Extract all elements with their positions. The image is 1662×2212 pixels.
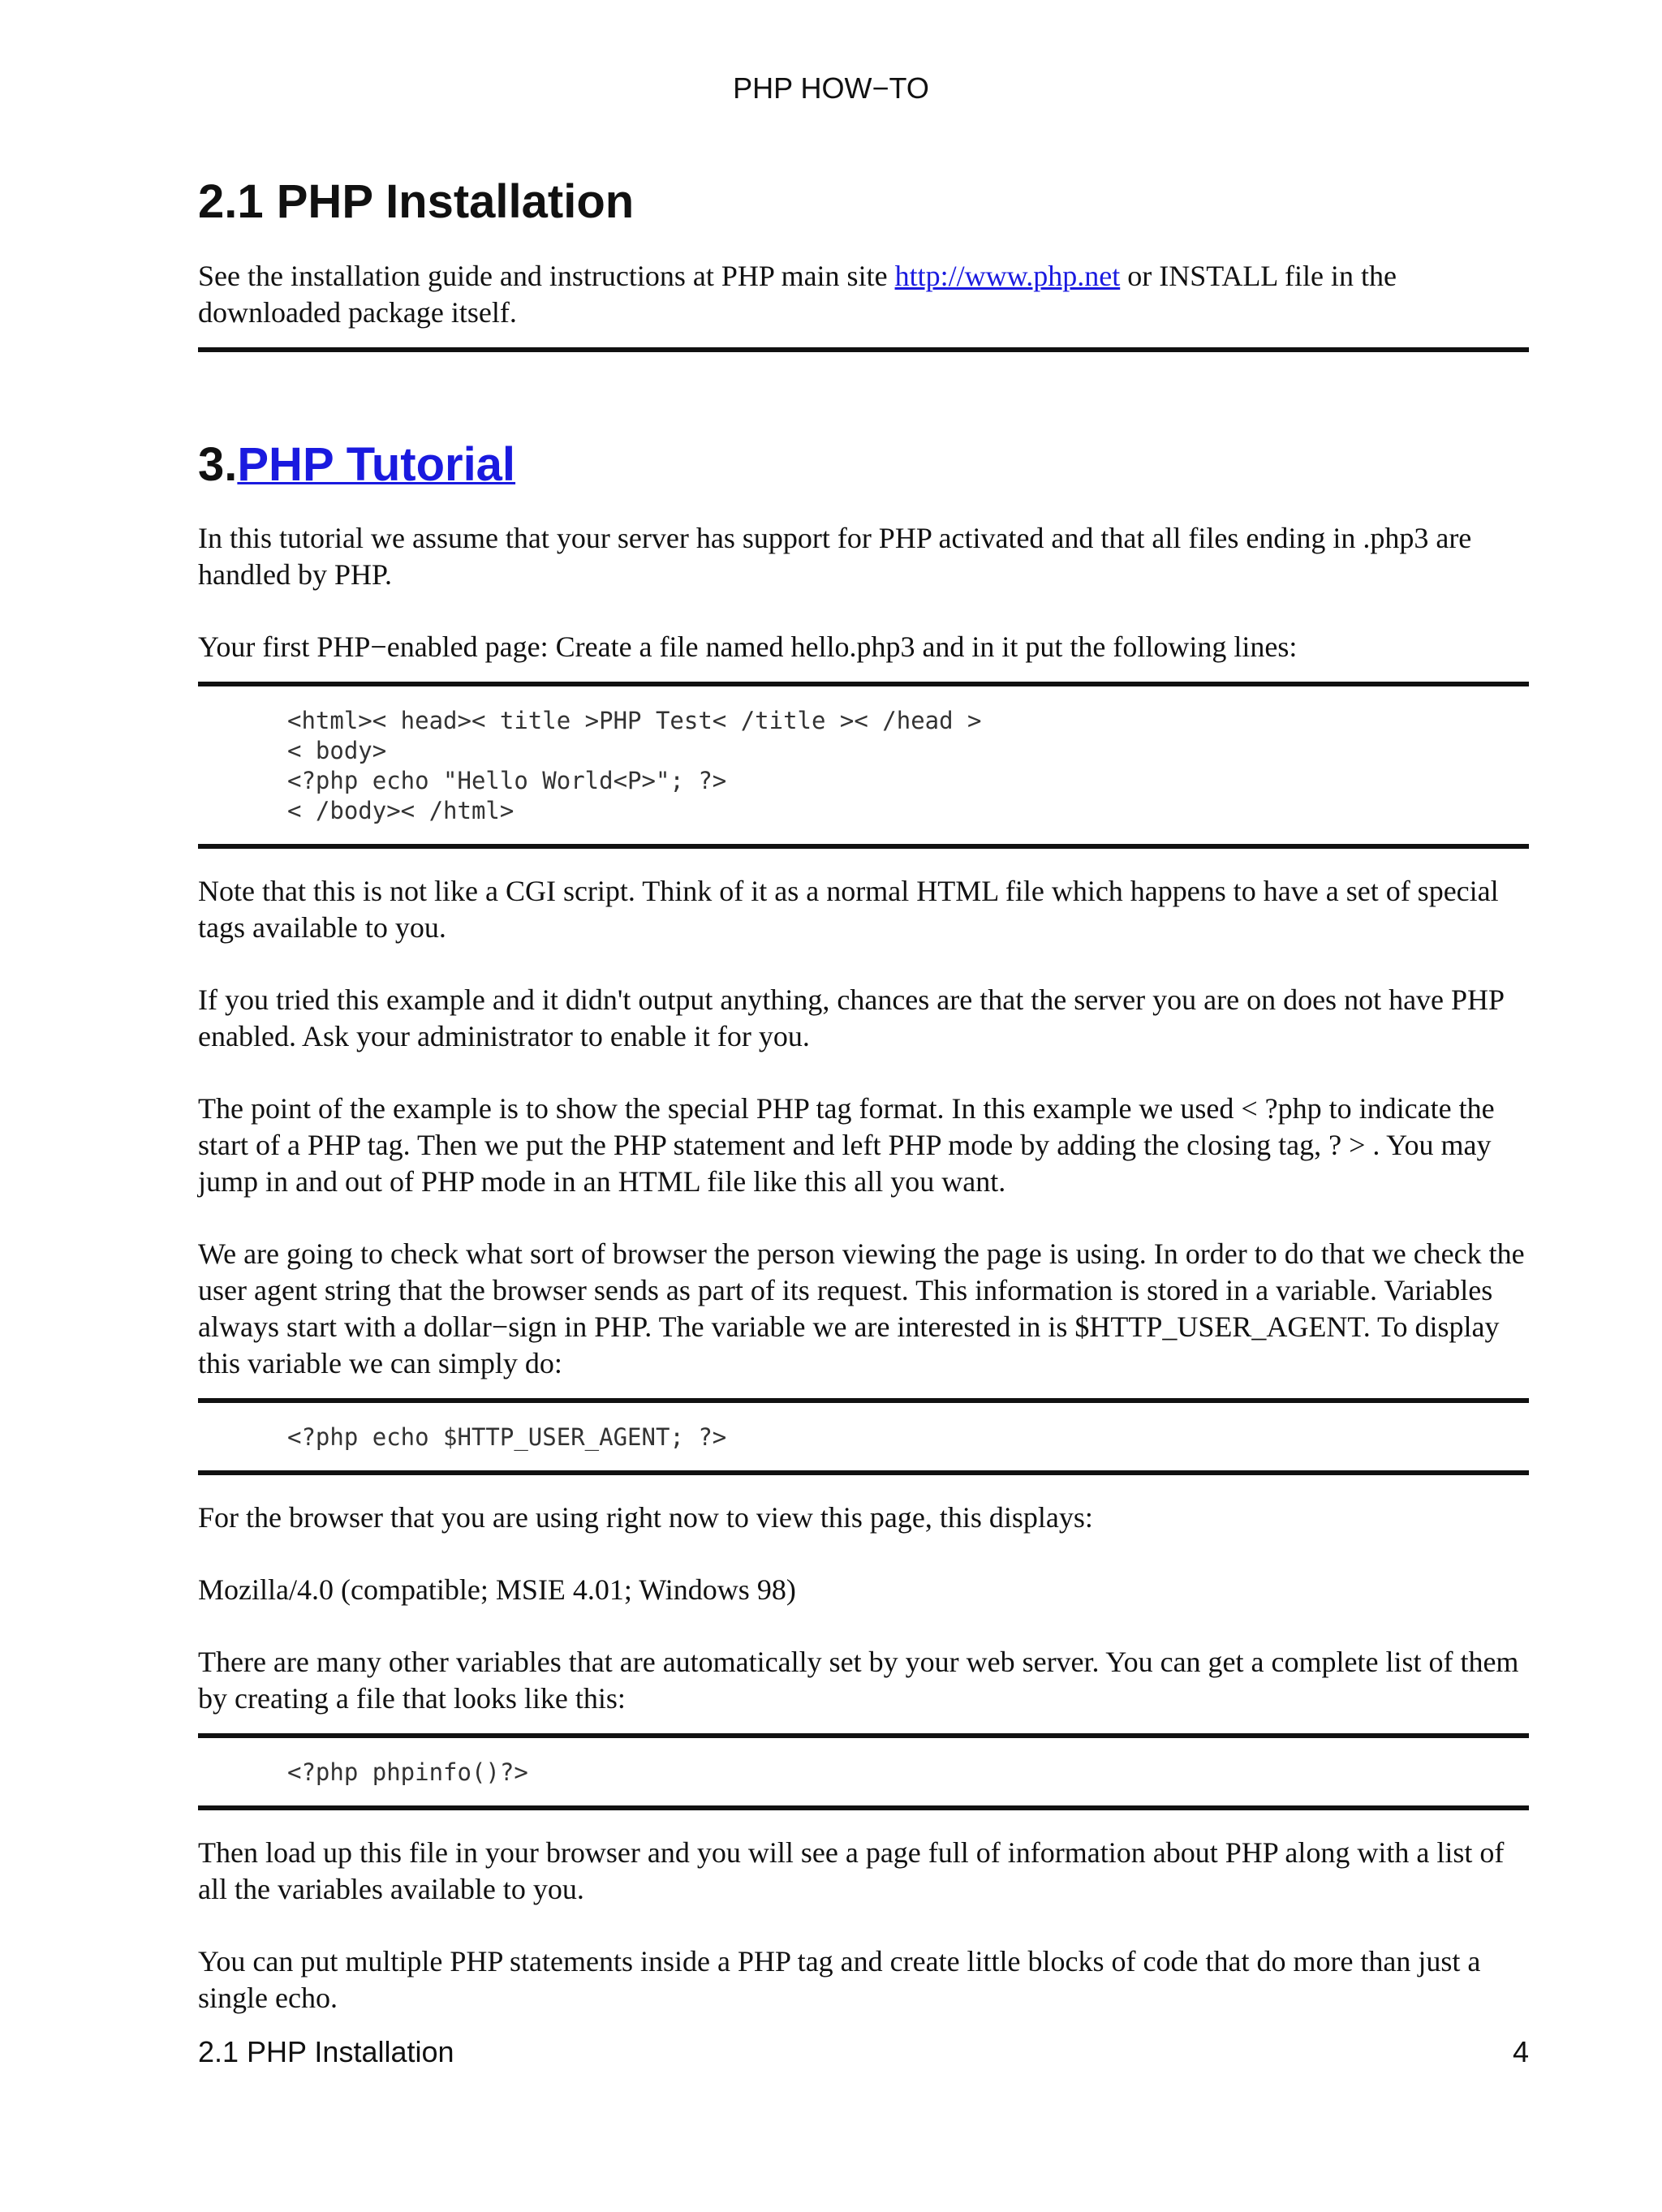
- installation-text-after-link: or INSTALL file in the downloaded package itself.: [198, 259, 1397, 329]
- code-line: < /body>< /html>: [287, 797, 515, 825]
- first-page-paragraph: Your first PHP−enabled page: Create a file named hello.php3 and in it put the following lines:: [198, 630, 1298, 664]
- multiple-statements-paragraph: You can put multiple PHP statements inside a PHP tag and create little blocks of code that do more than just a single echo.: [198, 1945, 1481, 2015]
- code-block-phpinfo: [198, 1733, 1529, 1810]
- section-divider: [198, 347, 1529, 352]
- browser-check-paragraph: We are going to check what sort of browser the person viewing the page is using. In order to do that we check the user agent string that the browser sends as part of its request. This information is stored in a variable. Variables always start with a dollar−sign in PHP. The variable we are interested in is $HTTP_USER_AGENT. To display this variable we can simply do:: [198, 1237, 1525, 1380]
- running-header: PHP HOW−TO: [733, 71, 929, 105]
- displays-paragraph: For the browser that you are using right now to view this page, this displays:: [198, 1501, 1093, 1534]
- no-output-paragraph: If you tried this example and it didn't output anything, chances are that the server you are on does not have PHP enabled. Ask your administrator to enable it for you.: [198, 983, 1504, 1053]
- code-block-hello: [198, 682, 1529, 849]
- running-footer: [198, 2035, 1529, 2069]
- tag-format-paragraph: The point of the example is to show the special PHP tag format. In this example we used < ?php to indicate the start of a PHP tag. Then we put the PHP statement and left PHP mode by adding the closing tag, ? > . You may jump in and out of PHP mode in an HTML file like this all you want.: [198, 1092, 1495, 1199]
- many-variables-paragraph: There are many other variables that are automatically set by your web server. You can get a complete list of them by creating a file that looks like this:: [198, 1646, 1519, 1715]
- tutorial-intro-paragraph: In this tutorial we assume that your server has support for PHP activated and that all files ending in .php3 are handled by PHP.: [198, 522, 1472, 592]
- load-file-paragraph: Then load up this file in your browser and you will see a page full of information about PHP along with a list of all the variables available to you.: [198, 1836, 1505, 1906]
- page-content: [198, 162, 1529, 2016]
- section-heading-installation: 2.1 PHP Installation: [198, 175, 635, 228]
- note-cgi-paragraph: Note that this is not like a CGI script. Think of it as a normal HTML file which happens to have a set of special tags available to you.: [198, 875, 1499, 945]
- installation-text-before-link: See the installation guide and instructions at PHP main site: [198, 259, 895, 292]
- footer-section-label: 2.1 PHP Installation: [198, 2035, 454, 2068]
- user-agent-output: Mozilla/4.0 (compatible; MSIE 4.01; Windows 98): [198, 1573, 796, 1607]
- code-block-user-agent: [198, 1398, 1529, 1475]
- code-line: < body>: [287, 737, 387, 765]
- tutorial-heading-link[interactable]: PHP Tutorial: [237, 437, 516, 491]
- tutorial-heading-number: 3.: [198, 437, 238, 491]
- page-number: 4: [1512, 2035, 1529, 2068]
- code-line: <html>< head>< title >PHP Test< /title >< /head >: [287, 707, 982, 735]
- section-heading-tutorial: [198, 437, 1529, 493]
- installation-paragraph: [198, 258, 1529, 331]
- php-net-link[interactable]: http://www.php.net: [894, 259, 1121, 292]
- code-line: <?php echo "Hello World<P>"; ?>: [287, 767, 727, 795]
- code-line: <?php phpinfo()?>: [287, 1758, 528, 1787]
- code-line: <?php echo $HTTP_USER_AGENT; ?>: [287, 1423, 727, 1452]
